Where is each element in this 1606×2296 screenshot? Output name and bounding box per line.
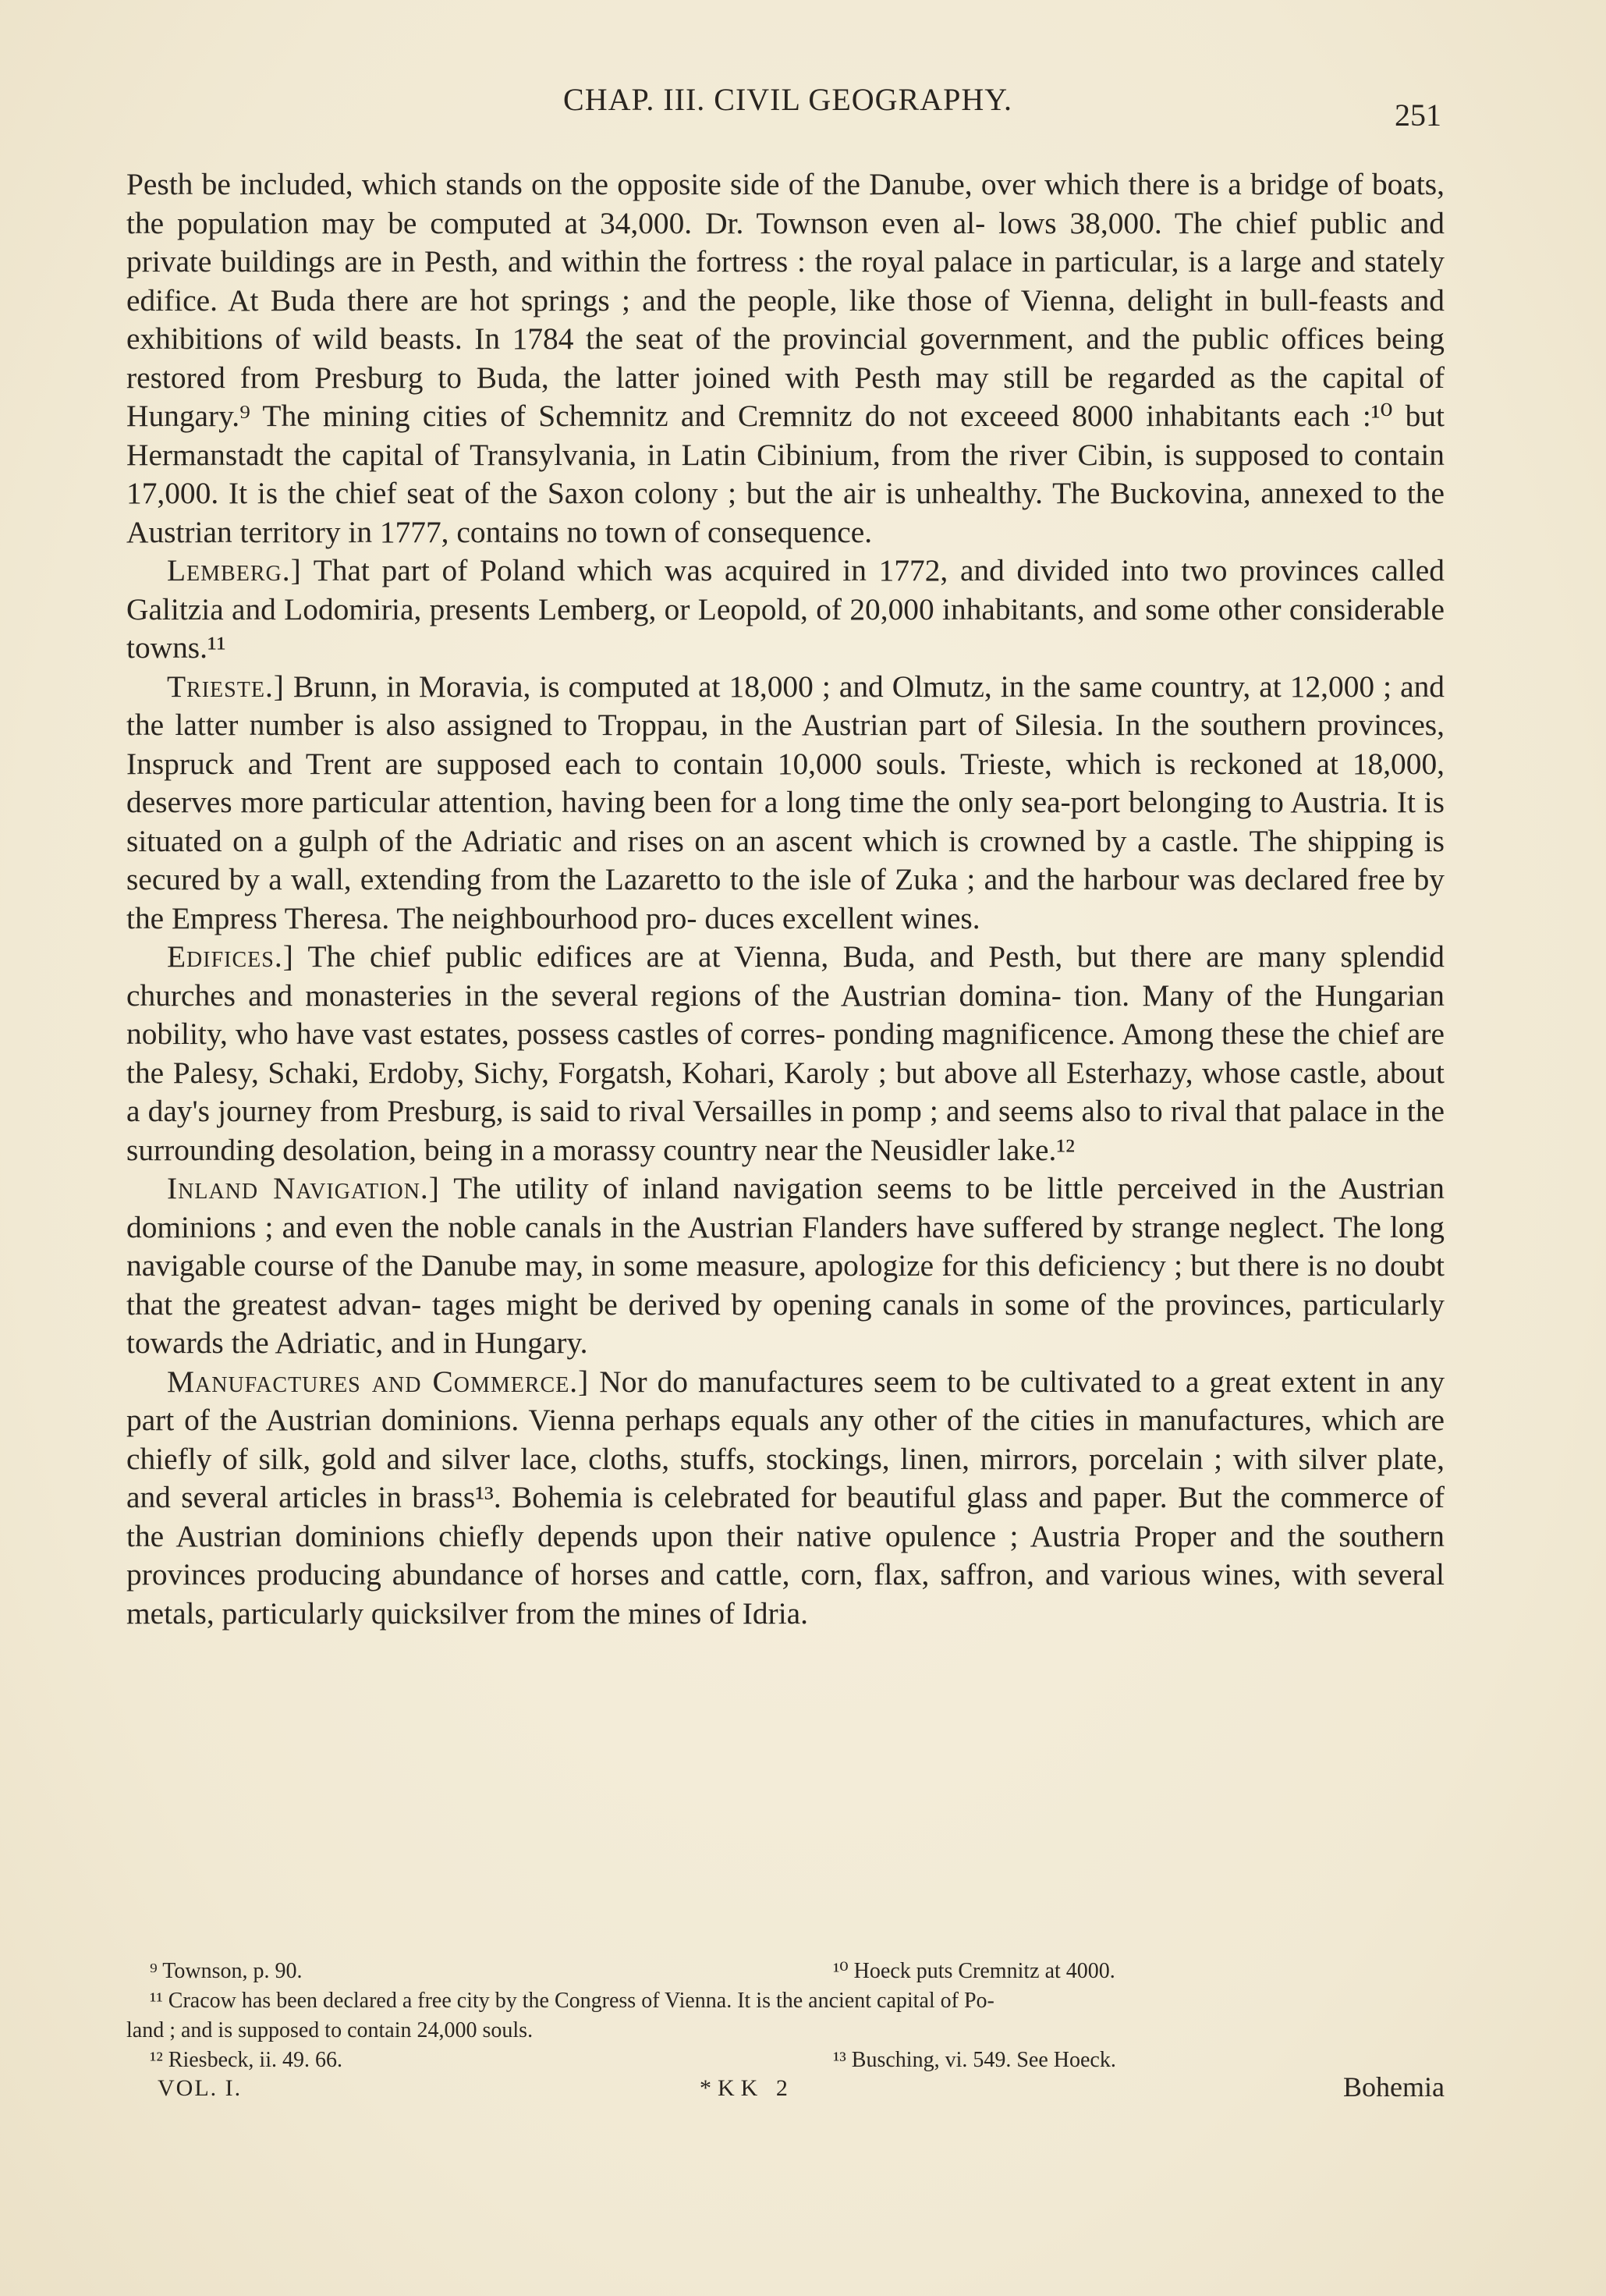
text-line: many splendid churches and monasteries in the several regions of the Austrian domina- [126, 939, 1445, 1013]
text-line: from Presburg, is said to rival Versailles in pomp ; and seems also to rival that palace [319, 1094, 1367, 1128]
running-head: CHAP. III. CIVIL GEOGRAPHY. [563, 82, 1012, 117]
page-number: 251 [1395, 98, 1441, 133]
text-line: The utility of inland navigation seems to be little perceived [453, 1171, 1237, 1205]
text-line: Pesth be included, which stands on the opposite side of the Danube, over which there [126, 167, 1190, 201]
footnote-9: ⁹ Townson, p. 90. [150, 1959, 303, 1983]
text-line: suffered by strange neglect. The long navigable course of the Danube may, in some [126, 1209, 1445, 1283]
section-paragraph [126, 938, 1445, 1169]
text-line: and the people, like those of Vienna, delight in bull-feasts and exhibitions of wild beasts. [126, 282, 1445, 356]
text-line: part of Silesia. In the southern provinces, Inspruck and Trent are supposed each to [126, 708, 1445, 781]
text-line: situated on a gulph of the Adriatic and rises on an ascent which is crowned by a castle. [126, 823, 1239, 858]
text-line: tages might be derived by opening canals in some of the provinces, particularly towards [126, 1286, 1445, 1360]
text-line: is a bridge of boats, the population may be computed at 34,000. Dr. Townson even al- [126, 167, 1445, 240]
footnote-11-line2: land ; and is supposed to contain 24,000 souls. [126, 2018, 534, 2042]
text-line: but the air is unhealthy. The Buckovina, annexed to the Austrian territory in 1777, [126, 476, 1445, 549]
text-line: in the surrounding desolation, being in a morassy country near the Neusidler lake.¹² [126, 1094, 1445, 1167]
text-line: The chief public edifices are at Vienna, Buda, and Pesth, but there are [307, 939, 1244, 974]
text-line: in the Austrian dominions ; and even the noble canals in the Austrian Flanders have [126, 1171, 1445, 1244]
section-heading: Edifices.] [167, 939, 294, 974]
text-line: the Adriatic, and in Hungary. [231, 1325, 588, 1360]
section-paragraph [126, 552, 1445, 668]
text-line: Nor do manufactures seem to be cultivated [599, 1364, 1142, 1399]
text-line: the royal palace in particular, is a large and stately edifice. At Buda there are hot springs ; [126, 244, 1445, 318]
text-line: to a great extent in any part of the Austrian dominions. Vienna perhaps equals any [126, 1364, 1445, 1437]
text-line: ponding magnificence. Among these the chief are the Palesy, Schaki, Erdoby, Sichy, [126, 1017, 1445, 1090]
section-paragraph [126, 668, 1445, 939]
text-line: Brunn, in Moravia, is computed at 18,000 ; and Olmutz, in the same [292, 669, 1143, 704]
text-line: tion. Many of the Hungarian nobility, who have vast estates, possess castles of corres- [126, 978, 1445, 1051]
text-line: inhabitants each :¹⁰ but Hermanstadt the capital of Transylvania, in Latin Cibinium, from [126, 399, 1445, 472]
text-line: cloths, stuffs, stockings, linen, mirrors, porcelain ; with silver plate, and several articles [126, 1441, 1445, 1514]
footnotes [126, 1957, 1445, 2075]
main-text [126, 165, 1445, 1633]
paragraph [126, 165, 1445, 552]
page-header [125, 81, 1451, 133]
footnote-11-line1: ¹¹ Cracow has been declared a free city by the Congress of Vienna. It is the ancient capital of Po- [150, 1989, 994, 2013]
text-line: the river Cibin, is supposed to contain 17,000. It is the chief seat of the Saxon colony ; [126, 437, 1445, 510]
footnote-13: ¹³ Busching, vi. 549. See Hoeck. [833, 2048, 1116, 2072]
section-heading: Trieste.] [167, 669, 285, 704]
text-line: inhabitants, and some other considerable towns.¹¹ [126, 591, 1445, 665]
text-line: and the southern provinces producing abundance of horses and cattle, corn, flax, saffron, [126, 1518, 1445, 1592]
text-line: provinces called Galitzia and Lodomiria, presents Lemberg, or Leopold, of 20,000 [126, 553, 1445, 626]
text-line: The shipping is secured by a wall, extending from the Lazaretto to the isle of Zuka ; [126, 823, 1445, 896]
text-line: and the harbour was declared free by the Empress Theresa. The neighbourhood pro- [126, 862, 1445, 935]
text-line: That part of Poland which was acquired in 1772, and divided into two [313, 553, 1228, 587]
section-paragraph [126, 1169, 1445, 1363]
text-line: from Presburg to Buda, the latter joined with Pesth may still be regarded as the capital [239, 360, 1405, 395]
text-line: duces excellent wines. [704, 900, 980, 935]
section-heading: Lemberg.] [167, 553, 302, 587]
section-paragraph [126, 1363, 1445, 1634]
footnote-10: ¹⁰ Hoeck puts Cremnitz at 4000. [833, 1959, 1115, 1983]
text-line: and various wines, with several metals, particularly quicksilver from the mines of Idria. [126, 1557, 1445, 1631]
signature-mark: *KK 2 [700, 2075, 794, 2101]
section-heading: Manufactures and Commerce.] [167, 1364, 590, 1399]
text-line: contains no town of consequence. [456, 514, 873, 549]
page-footer [126, 2071, 1445, 2110]
text-line: country, at 12,000 ; and the latter number is also assigned to Troppau, in the Austrian [126, 669, 1445, 742]
text-line: contain 10,000 souls. Trieste, which is reckoned at 18,000, deserves more particular [126, 746, 1445, 819]
section-heading: Inland Navigation.] [167, 1171, 440, 1205]
text-line: attention, having been for a long time the only sea-port belonging to Austria. It is [438, 785, 1445, 819]
text-line: in brass¹³. Bohemia is celebrated for beautiful glass and paper. But the commerce [378, 1480, 1409, 1514]
footnote-11 [126, 1986, 1445, 2046]
text-line: measure, apologize for this deficiency ; but there is no doubt that the greatest advan- [126, 1248, 1445, 1322]
volume-label: VOL. I. [158, 2075, 243, 2101]
text-line: Forgatsh, Kohari, Karoly ; but above all Esterhazy, whose castle, about a day's journey [126, 1055, 1445, 1128]
text-line: other of the cities in manufactures, which are chiefly of silk, gold and silver lace, [126, 1403, 1445, 1476]
catchword: Bohemia [1343, 2071, 1445, 2103]
footnote-12: ¹² Riesbeck, ii. 49. 66. [150, 2048, 342, 2072]
text-line: of Hungary.⁹ The mining cities of Schemnitz and Cremnitz do not exceeed 8000 [126, 360, 1445, 433]
text-line: In 1784 the seat of the provincial government, and the public offices being restored [126, 321, 1445, 395]
text-line: of the Austrian dominions chiefly depends upon their native opulence ; Austria Proper [126, 1480, 1445, 1553]
text-line: lows 38,000. The chief public and private buildings are in Pesth, and within the fortress : [126, 205, 1445, 279]
